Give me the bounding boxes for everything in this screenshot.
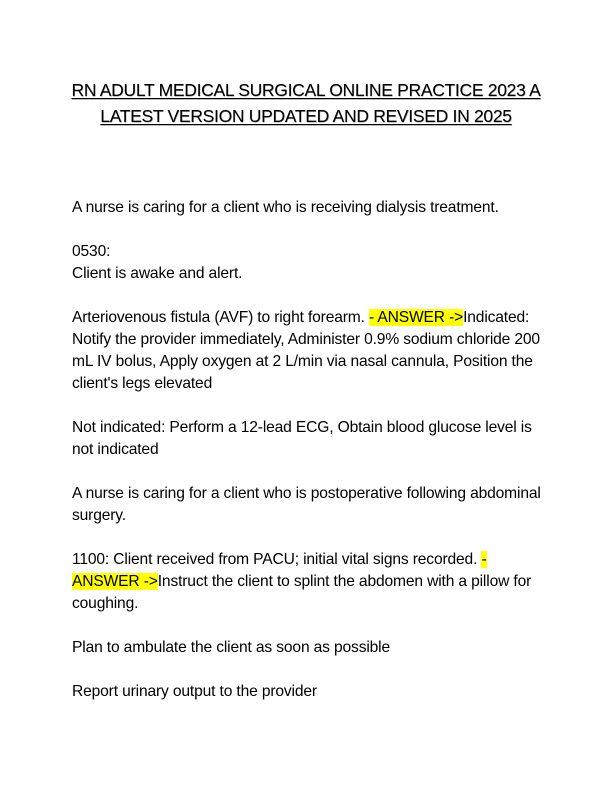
paragraph-pacu-answer <box>72 549 542 615</box>
answer-marker: - ANSWER -> <box>72 551 487 590</box>
document-title: RN ADULT MEDICAL SURGICAL ONLINE PRACTICE 2023 A LATEST VERSION UPDATED AND REVISED IN 2025 <box>71 80 541 126</box>
question-text: 1100: Client received from PACU; initial vital signs recorded. <box>72 551 482 568</box>
paragraph-not-indicated: Not indicated: Perform a 12-lead ECG, Obtain blood glucose level is not indicated <box>72 419 532 458</box>
answer-text: Instruct the client to splint the abdomen with a pillow for coughing. <box>72 573 532 612</box>
client-status: Client is awake and alert. <box>72 265 243 282</box>
document-body <box>72 197 542 725</box>
question-text: Arteriovenous fistula (AVF) to right forearm. <box>72 309 369 326</box>
paragraph-avf-answer <box>72 307 542 395</box>
paragraph-postoperative-intro: A nurse is caring for a client who is postoperative following abdominal surgery. <box>72 485 541 524</box>
answer-text: Indicated: Notify the provider immediately, Administer 0.9% sodium chloride 200 mL IV bolus, Apply oxygen at 2 L/min via nasal cannula, Position the client's legs elevated <box>72 309 540 392</box>
paragraph-dialysis-intro: A nurse is caring for a client who is receiving dialysis treatment. <box>72 199 499 216</box>
paragraph-urinary-output: Report urinary output to the provider <box>72 683 317 700</box>
paragraph-time-entry <box>72 241 542 285</box>
answer-marker: - ANSWER -> <box>369 309 464 326</box>
paragraph-ambulate: Plan to ambulate the client as soon as possible <box>72 639 391 656</box>
time-label: 0530: <box>72 243 111 260</box>
